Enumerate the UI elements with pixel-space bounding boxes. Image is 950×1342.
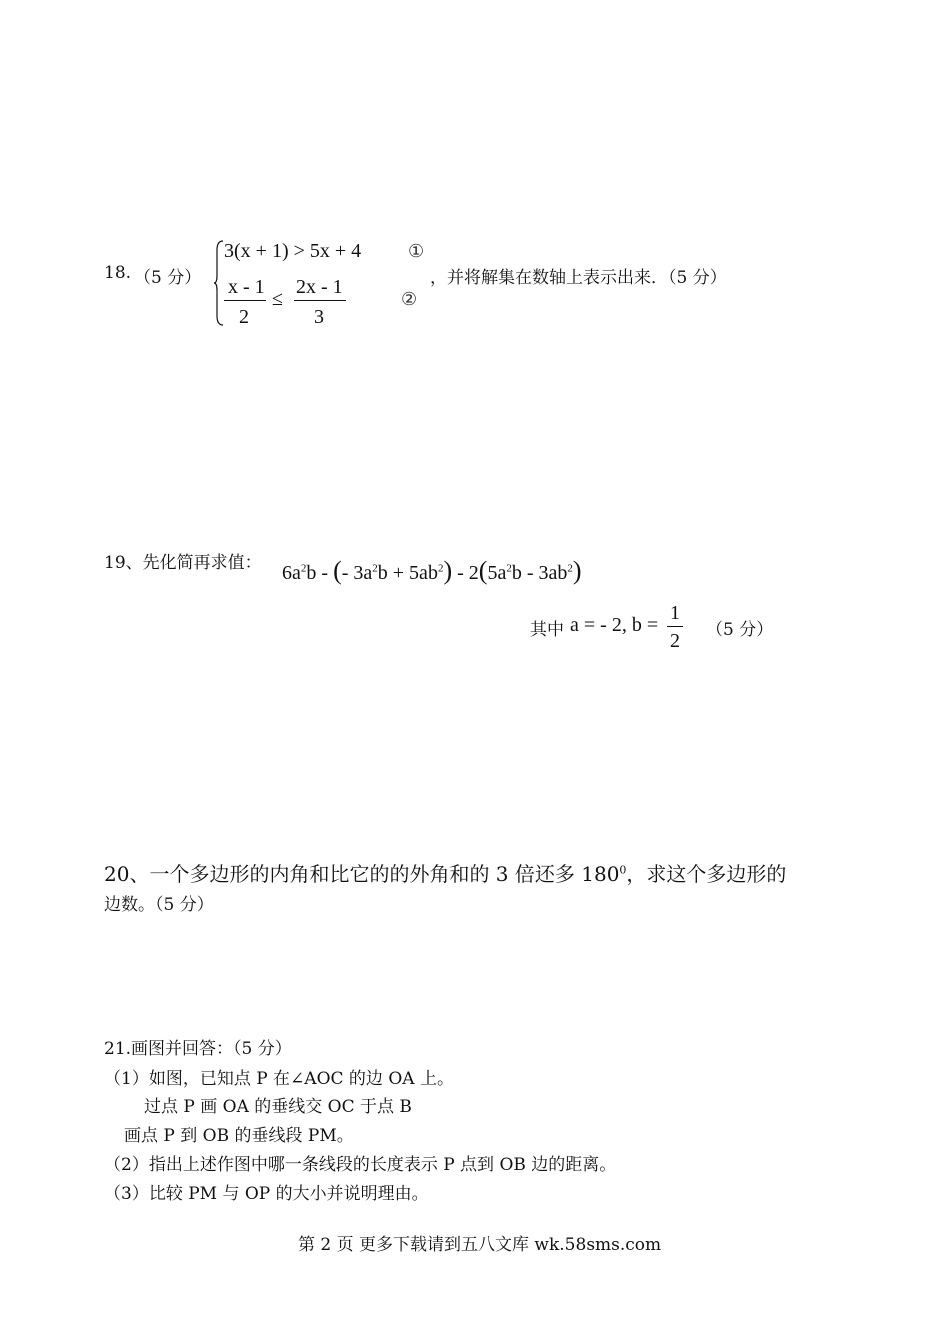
system-brace (214, 240, 224, 326)
q20-line2: 边数。（5 分） (104, 895, 214, 915)
q18-frac-left-den: 2 (239, 306, 249, 328)
q19-term2-b: b + 5ab (377, 562, 438, 584)
q18-frac-right-line (294, 300, 346, 301)
q18-relation: ≤ (272, 288, 283, 310)
q21-line4: （2）指出上述作图中哪一条线段的长度表示 P 点到 OB 边的距离。 (104, 1155, 617, 1175)
q21-line1: （1）如图，已知点 P 在∠AOC 的边 OA 上。 (104, 1069, 454, 1089)
q19-prompt: 19、先化简再求值： (104, 553, 262, 573)
q19-open-paren-2: ( (478, 556, 488, 585)
q21-line2: 过点 P 画 OA 的垂线交 OC 于点 B (144, 1097, 412, 1117)
q19-term1-b: b - (306, 562, 329, 584)
q20-text-end: ，求这个多边形的 (626, 862, 787, 886)
q18-frac-left-line (224, 300, 266, 301)
q18-inequality-1: 3(x + 1) > 5x + 4 (224, 240, 362, 262)
q18-frac-left-num: x - 1 (228, 276, 265, 298)
q19-term1: 6a (282, 562, 301, 584)
q20-degree-sup: 0 (619, 863, 627, 877)
q19-where-expr: a = - 2, b = (570, 614, 659, 636)
q18-number: 18. (104, 263, 132, 283)
q19-points: （5 分） (706, 620, 774, 640)
q19-term2-exp2: 2 (437, 562, 444, 575)
q19-frac-num: 1 (670, 602, 680, 624)
q21-title: 21.画图并回答：（5 分） (104, 1039, 292, 1059)
q19-mid: - 2 (457, 562, 479, 584)
q18-frac-right-num: 2x - 1 (296, 276, 343, 298)
q19-frac-line (667, 626, 683, 627)
q18-frac-right-den: 3 (314, 306, 324, 328)
q20-line1 (104, 858, 786, 887)
q19-term3-exp: 2 (506, 562, 512, 575)
q19-term3-b: b - 3ab (511, 562, 568, 584)
q19-close-paren-2: ) (572, 556, 582, 585)
q19-where-label: 其中 (530, 620, 564, 640)
q19-open-paren-1: ( (333, 556, 342, 585)
q19-close-paren-1: ) (443, 556, 453, 585)
q20-text: 20、一个多边形的内角和比它的的外角和的 3 倍还多 180 (104, 862, 620, 886)
q19-expression (282, 556, 582, 586)
q19-term1-exp: 2 (300, 562, 307, 575)
q19-frac-den: 2 (670, 630, 680, 652)
q18-points: （5 分） (134, 268, 202, 288)
q19-term3: 5a (487, 562, 507, 584)
q19-term2: - 3a (341, 562, 373, 584)
q21-line3: 画点 P 到 OB 的垂线段 PM。 (124, 1126, 354, 1146)
q18-mark-1: ① (408, 241, 425, 262)
q19-term2-exp: 2 (372, 562, 378, 575)
page-footer: 第 2 页 更多下载请到五八文库 wk.58sms.com (298, 1235, 662, 1255)
q18-mark-2: ② (401, 289, 418, 310)
q18-instruction: ，并将解集在数轴上表示出来．（5 分） (430, 268, 727, 288)
q21-line5: （3）比较 PM 与 OP 的大小并说明理由。 (104, 1184, 429, 1204)
q19-term3-exp2: 2 (567, 562, 573, 575)
